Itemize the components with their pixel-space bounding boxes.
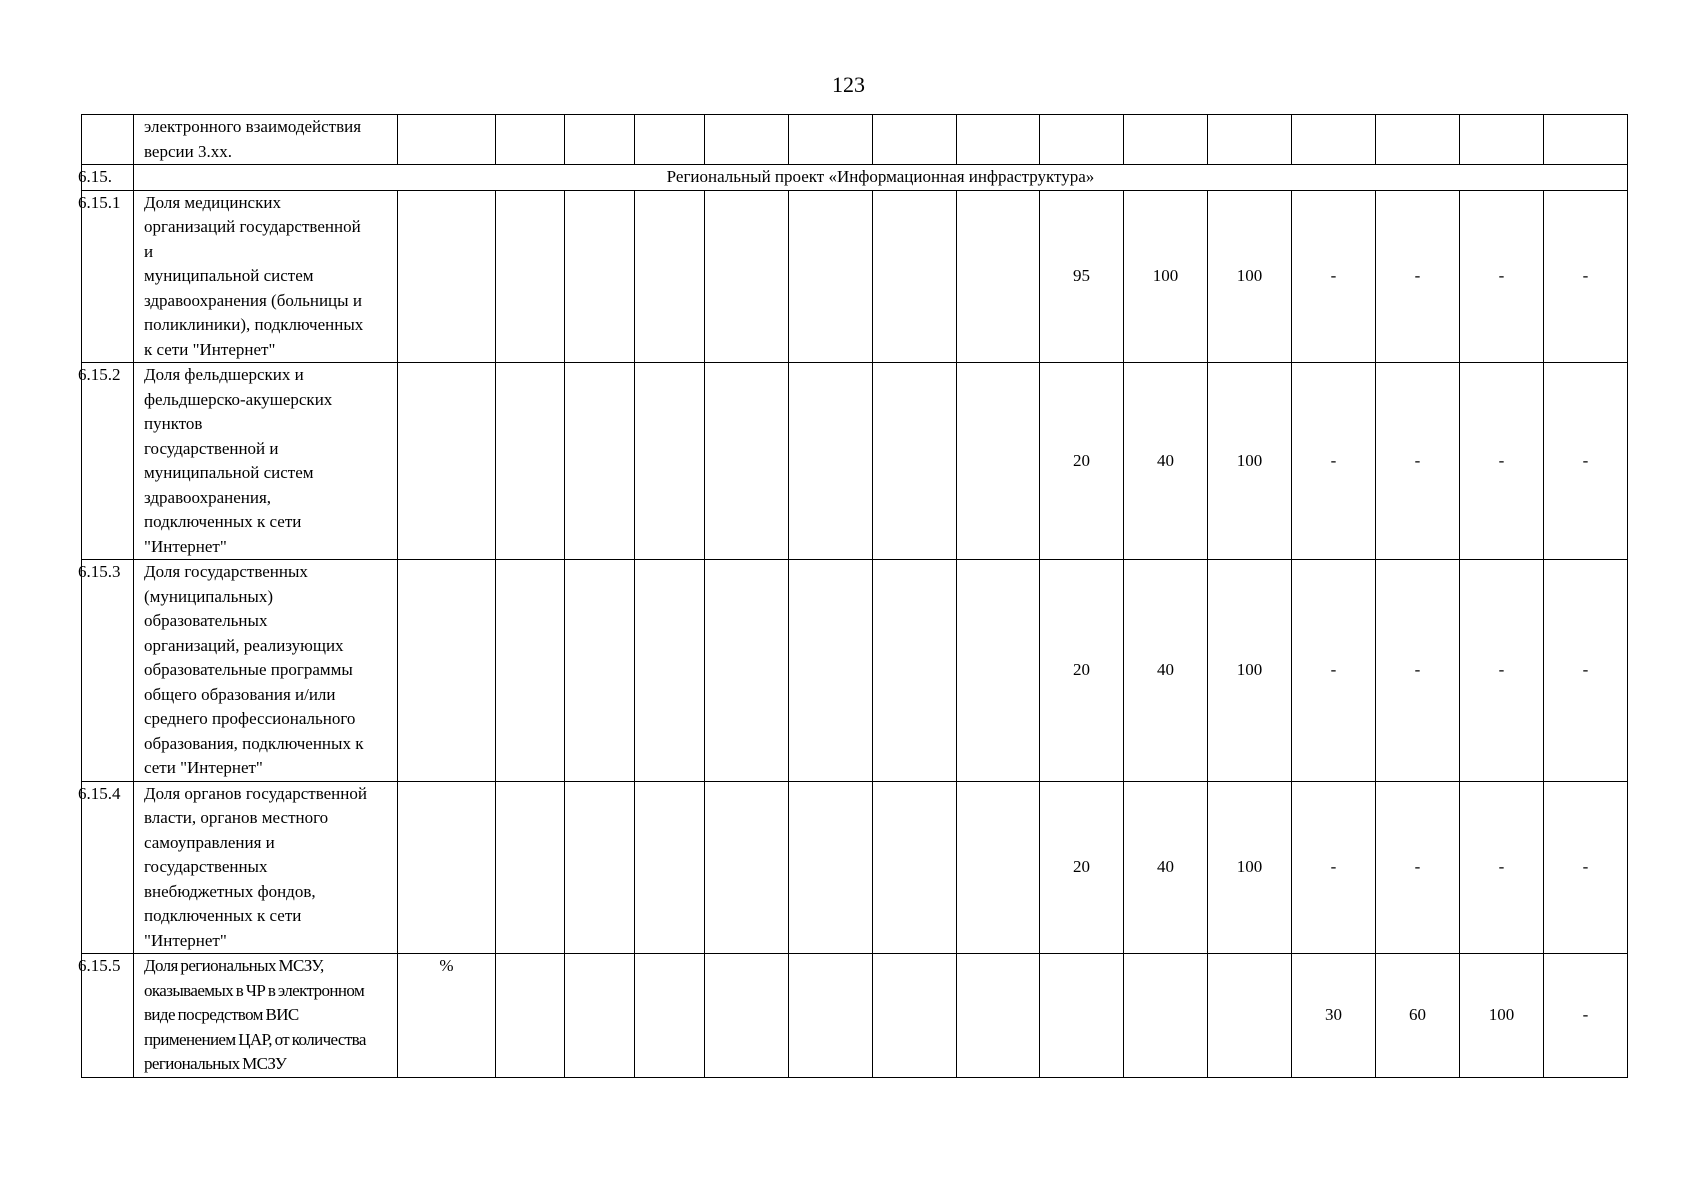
value-cell	[635, 363, 705, 560]
value-cell: -	[1292, 363, 1376, 560]
unit-cell: %	[398, 954, 496, 1078]
value-cell	[1208, 954, 1292, 1078]
value-cell: -	[1544, 560, 1628, 782]
value-cell	[789, 190, 873, 363]
value-cell	[635, 190, 705, 363]
value-cell	[705, 115, 789, 165]
value-cell	[1208, 115, 1292, 165]
value-cell: -	[1292, 560, 1376, 782]
value-cell: 40	[1124, 560, 1208, 782]
indicator-name-cell	[134, 560, 398, 782]
value-cell: 100	[1460, 954, 1544, 1078]
value-cell: 20	[1040, 560, 1124, 782]
value-cell	[873, 781, 957, 954]
value-cell: 95	[1040, 190, 1124, 363]
value-cell: 100	[1208, 190, 1292, 363]
indicator-name: электронного взаимодействия версии 3.хх.	[144, 117, 362, 161]
value-cell	[496, 190, 565, 363]
value-cell: -	[1376, 363, 1460, 560]
unit-cell	[398, 363, 496, 560]
row-number: 6.15.5	[82, 954, 134, 1078]
value-cell: -	[1376, 560, 1460, 782]
indicator-name-cell	[134, 781, 398, 954]
value-cell	[705, 954, 789, 1078]
value-cell: 40	[1124, 363, 1208, 560]
value-cell	[789, 115, 873, 165]
value-cell: -	[1460, 363, 1544, 560]
value-cell: 20	[1040, 363, 1124, 560]
value-cell: 100	[1208, 363, 1292, 560]
table-body	[78, 115, 1628, 1078]
indicator-name: Доля органов государственной власти, органов местного самоуправления и государственных внебюджетных фондов, подключенных к сети "Интернет"	[144, 783, 367, 950]
value-cell	[957, 190, 1040, 363]
value-cell: -	[1460, 560, 1544, 782]
value-cell	[705, 190, 789, 363]
indicator-name-cell	[134, 954, 398, 1078]
table-row	[82, 363, 1628, 560]
table-row	[82, 560, 1628, 782]
unit-cell	[398, 115, 496, 165]
value-cell	[565, 954, 635, 1078]
value-cell	[789, 363, 873, 560]
value-cell	[705, 781, 789, 954]
indicator-name: Доля медицинских организаций государственной и муниципальной систем здравоохранения (больницы и поликлиники), подключенных к сети "Интернет"	[144, 192, 364, 359]
value-cell	[1040, 954, 1124, 1078]
unit-cell	[398, 560, 496, 782]
value-cell	[635, 954, 705, 1078]
value-cell	[873, 954, 957, 1078]
unit-cell	[398, 781, 496, 954]
value-cell: -	[1544, 954, 1628, 1078]
row-number	[82, 115, 134, 165]
section-title: Региональный проект «Информационная инфраструктура»	[134, 165, 1628, 191]
value-cell: 100	[1208, 560, 1292, 782]
value-cell	[1376, 115, 1460, 165]
value-cell	[635, 115, 705, 165]
value-cell: 60	[1376, 954, 1460, 1078]
value-cell: -	[1544, 781, 1628, 954]
value-cell: 40	[1124, 781, 1208, 954]
value-cell	[789, 954, 873, 1078]
value-cell: -	[1460, 781, 1544, 954]
row-number: 6.15.1	[82, 190, 134, 363]
value-cell	[565, 363, 635, 560]
value-cell	[1292, 115, 1376, 165]
value-cell	[565, 190, 635, 363]
section-number: 6.15.	[82, 165, 134, 191]
value-cell: -	[1544, 363, 1628, 560]
value-cell	[1544, 115, 1628, 165]
value-cell	[873, 363, 957, 560]
value-cell	[957, 560, 1040, 782]
value-cell	[957, 363, 1040, 560]
value-cell	[705, 560, 789, 782]
value-cell	[496, 560, 565, 782]
value-cell: 20	[1040, 781, 1124, 954]
indicator-name: Доля государственных (муниципальных) образовательных организаций, реализующих образовательные программы общего образования и/или среднего профессионального образования, подключенных к сети "Интернет"	[144, 562, 364, 777]
value-cell	[957, 115, 1040, 165]
indicator-name-cell	[134, 190, 398, 363]
value-cell	[496, 363, 565, 560]
page-number: 123	[832, 72, 865, 97]
value-cell	[565, 115, 635, 165]
indicator-name-cell	[134, 115, 398, 165]
value-cell	[496, 954, 565, 1078]
value-cell: -	[1292, 190, 1376, 363]
value-cell	[957, 954, 1040, 1078]
indicators-table	[78, 114, 1628, 1078]
value-cell: -	[1292, 781, 1376, 954]
value-cell	[873, 115, 957, 165]
value-cell	[635, 560, 705, 782]
value-cell	[1124, 954, 1208, 1078]
row-number: 6.15.2	[82, 363, 134, 560]
value-cell: -	[1460, 190, 1544, 363]
row-number: 6.15.4	[82, 781, 134, 954]
value-cell	[873, 560, 957, 782]
indicator-name: Доля региональных МСЗУ, оказываемых в ЧР в электронном виде посредством ВИС применением ЦАР, от количества региональных МСЗУ	[144, 956, 366, 1073]
section-row	[82, 165, 1628, 191]
indicator-name: Доля фельдшерских и фельдшерско-акушерских пунктов государственной и муниципальной систем здравоохранения, подключенных к сети "Интернет"	[144, 365, 333, 556]
value-cell: -	[1376, 190, 1460, 363]
value-cell: 100	[1124, 190, 1208, 363]
value-cell	[1040, 115, 1124, 165]
value-cell	[873, 190, 957, 363]
value-cell	[565, 781, 635, 954]
value-cell	[1460, 115, 1544, 165]
value-cell: 100	[1208, 781, 1292, 954]
value-cell	[1124, 115, 1208, 165]
value-cell	[635, 781, 705, 954]
indicator-name-cell	[134, 363, 398, 560]
value-cell	[789, 560, 873, 782]
value-cell: 30	[1292, 954, 1376, 1078]
table-row	[82, 115, 1628, 165]
table-row	[82, 781, 1628, 954]
value-cell	[496, 115, 565, 165]
value-cell: -	[1376, 781, 1460, 954]
table-row	[82, 190, 1628, 363]
value-cell	[789, 781, 873, 954]
unit-cell	[398, 190, 496, 363]
value-cell	[496, 781, 565, 954]
value-cell	[565, 560, 635, 782]
value-cell	[957, 781, 1040, 954]
value-cell: -	[1544, 190, 1628, 363]
table-row	[82, 954, 1628, 1078]
row-number: 6.15.3	[82, 560, 134, 782]
value-cell	[705, 363, 789, 560]
